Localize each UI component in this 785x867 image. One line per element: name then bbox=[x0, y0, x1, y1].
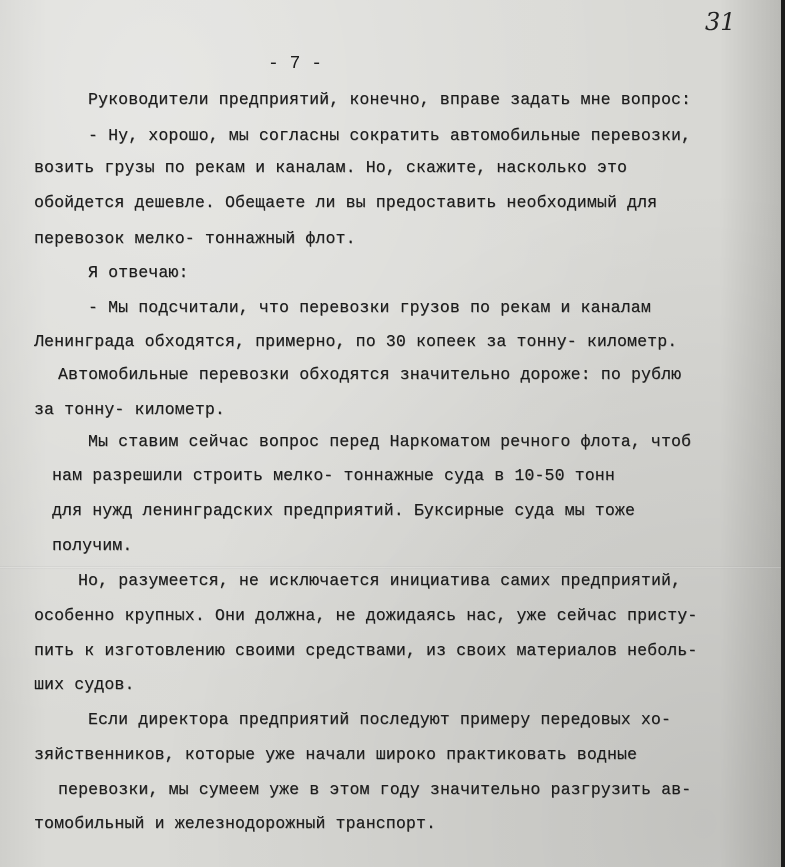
text-line: особенно крупных. Они должна, не дожидаясь нас, уже сейчас присту- bbox=[34, 606, 698, 625]
text-line: получим. bbox=[52, 536, 133, 555]
text-line: - Мы подсчитали, что перевозки грузов по рекам и каналам bbox=[88, 298, 651, 317]
page-number: - 7 - bbox=[268, 54, 323, 74]
text-line: Я отвечаю: bbox=[88, 263, 189, 282]
text-line: для нужд ленинградских предприятий. Буксирные суда мы тоже bbox=[52, 501, 635, 520]
text-line: зяйственников, которые уже начали широко практиковать водные bbox=[34, 745, 638, 764]
paper-fold bbox=[0, 566, 782, 569]
text-line: Ленинграда обходятся, примерно, по 30 копеек за тонну- километр. bbox=[34, 332, 678, 351]
text-line: Мы ставим сейчас вопрос перед Наркоматом речного флота, чтоб bbox=[88, 432, 692, 451]
text-line: за тонну- километр. bbox=[34, 400, 225, 419]
text-line: перевозки, мы сумеем уже в этом году значительно разгрузить ав- bbox=[58, 780, 692, 799]
text-line: Руководители предприятий, конечно, вправе задать мне вопрос: bbox=[88, 90, 692, 109]
archive-page-mark: 31 bbox=[705, 8, 736, 36]
text-line: Если директора предприятий последуют примеру передовых хо- bbox=[88, 710, 671, 729]
text-line: Автомобильные перевозки обходятся значительно дороже: по рублю bbox=[58, 365, 682, 384]
text-line: перевозок мелко- тоннажный флот. bbox=[34, 229, 356, 248]
text-line: пить к изготовлению своими средствами, из своих материалов неболь- bbox=[34, 641, 698, 660]
text-line: обойдется дешевле. Обещаете ли вы предоставить необходимый для bbox=[34, 193, 658, 212]
scan-edge bbox=[781, 0, 785, 867]
text-line: - Ну, хорошо, мы согласны сократить автомобильные перевозки, bbox=[88, 126, 692, 145]
text-line: ших судов. bbox=[34, 675, 135, 694]
text-line: нам разрешили строить мелко- тоннажные суда в 10-50 тонн bbox=[52, 466, 615, 485]
text-line: Но, разумеется, не исключается инициатива самих предприятий, bbox=[78, 571, 682, 590]
text-line: томобильный и железнодорожный транспорт. bbox=[34, 814, 437, 833]
text-line: возить грузы по рекам и каналам. Но, скажите, насколько это bbox=[34, 158, 628, 177]
